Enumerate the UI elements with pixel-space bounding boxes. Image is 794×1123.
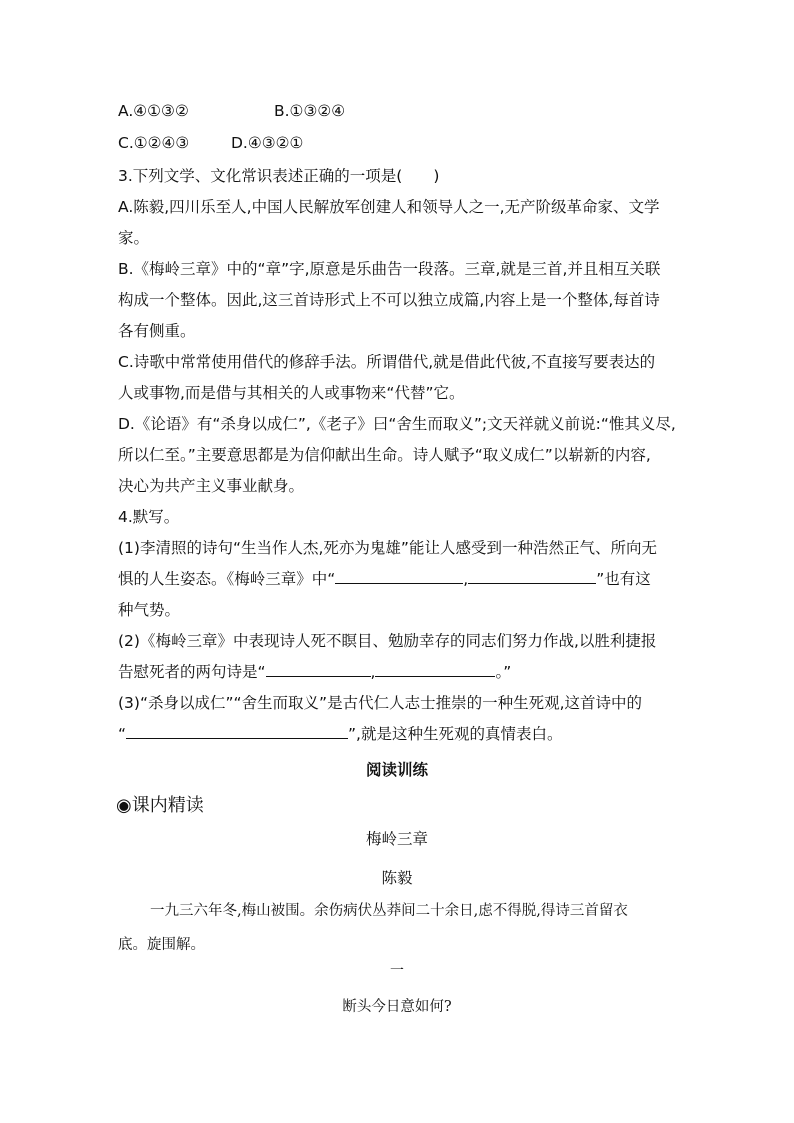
q4-part1-text-b: ”也有这 <box>596 570 651 588</box>
poem-verse-line1: 断头今日意如何? <box>342 999 452 1015</box>
q3-option-c-line2: 人或事物,而是借与其相关的人或事物来“代替”它。 <box>118 384 465 402</box>
q3-option-b-line1: B.《梅岭三章》中的“章”字,原意是乐曲告一段落。三章,就是三首,并且相互关联 <box>118 260 661 278</box>
q4-part3-line1: (3)“杀身以成仁”“舍生而取义”是古代仁人志士推崇的一种生死观,这首诗中的 <box>118 694 643 712</box>
q4-part1-line2 <box>118 569 651 589</box>
q4-part2-text-b: 。” <box>495 663 512 681</box>
q2-option-b: B.①③②④ <box>274 102 346 120</box>
q2-option-a: A.④①③② <box>118 102 189 120</box>
q4-part3-text-a: “ <box>118 725 127 743</box>
q4-part1-blank-2[interactable] <box>468 569 596 584</box>
q4-part2-blank-1[interactable] <box>266 662 371 677</box>
q4-part1-blank-1[interactable] <box>335 569 463 584</box>
q4-part1-line3: 种气势。 <box>118 601 181 619</box>
q3-option-b-line2: 构成一个整体。因此,这三首诗形式上不可以独立成篇,内容上是一个整体,每首诗 <box>118 291 660 309</box>
q3-option-c-line1: C.诗歌中常常使用借代的修辞手法。所谓借代,就是借此代彼,不直接写要表达的 <box>118 353 656 371</box>
q4-part1-text-a: 惧的人生姿态。《梅岭三章》中“ <box>118 570 336 588</box>
q4-part3-line2 <box>118 724 563 744</box>
q4-part2-separator: , <box>370 663 376 681</box>
poem-author: 陈毅 <box>381 869 413 887</box>
q2-option-d: D.④③②① <box>231 134 304 152</box>
q4-part1-separator: , <box>463 570 469 588</box>
section-title: 阅读训练 <box>365 761 428 779</box>
poem-title: 梅岭三章 <box>365 830 428 848</box>
sub-title: ◉课内精读 <box>116 795 204 816</box>
q4-part2-line2 <box>118 662 511 682</box>
q4-part3-text-b: ”,就是这种生死观的真情表白。 <box>348 725 563 743</box>
q3-option-d-line2: 所以仁至。”主要意思都是为信仰献出生命。诗人赋予“取义成仁”以崭新的内容, <box>118 446 651 464</box>
q3-option-a-line1: A.陈毅,四川乐至人,中国人民解放军创建人和领导人之一,无产阶级革命家、文学 <box>118 198 660 216</box>
q3-stem: 3.下列文学、文化常识表述正确的一项是( ) <box>118 167 440 185</box>
q3-option-a-line2: 家。 <box>118 229 150 247</box>
poem-part-number: 一 <box>390 963 404 979</box>
q4-stem: 4.默写。 <box>118 508 180 526</box>
q4-part3-blank[interactable] <box>126 724 348 739</box>
q4-part2-blank-2[interactable] <box>375 662 495 677</box>
q4-part1-line1: (1)李清照的诗句“生当作人杰,死亦为鬼雄”能让人感受到一种浩然正气、所向无 <box>118 539 657 557</box>
poem-preface-line1: 一九三六年冬,梅山被围。余伤病伏丛莽间二十余日,虑不得脱,得诗三首留衣 <box>150 903 628 919</box>
q2-option-c: C.①②④③ <box>118 134 190 152</box>
q4-part2-line1: (2)《梅岭三章》中表现诗人死不瞑目、勉励幸存的同志们努力作战,以胜利捷报 <box>118 632 657 650</box>
poem-preface-line2: 底。旋围解。 <box>118 937 205 953</box>
q4-part2-text-a: 告慰死者的两句诗是“ <box>118 663 266 681</box>
q3-option-b-line3: 各有侧重。 <box>118 322 196 340</box>
q3-option-d-line3: 决心为共产主义事业献身。 <box>118 477 305 495</box>
q3-option-d-line1: D.《论语》有“杀身以成仁”,《老子》曰“舍生而取义”;文天祥就义前说:“惟其义尽, <box>118 415 676 433</box>
